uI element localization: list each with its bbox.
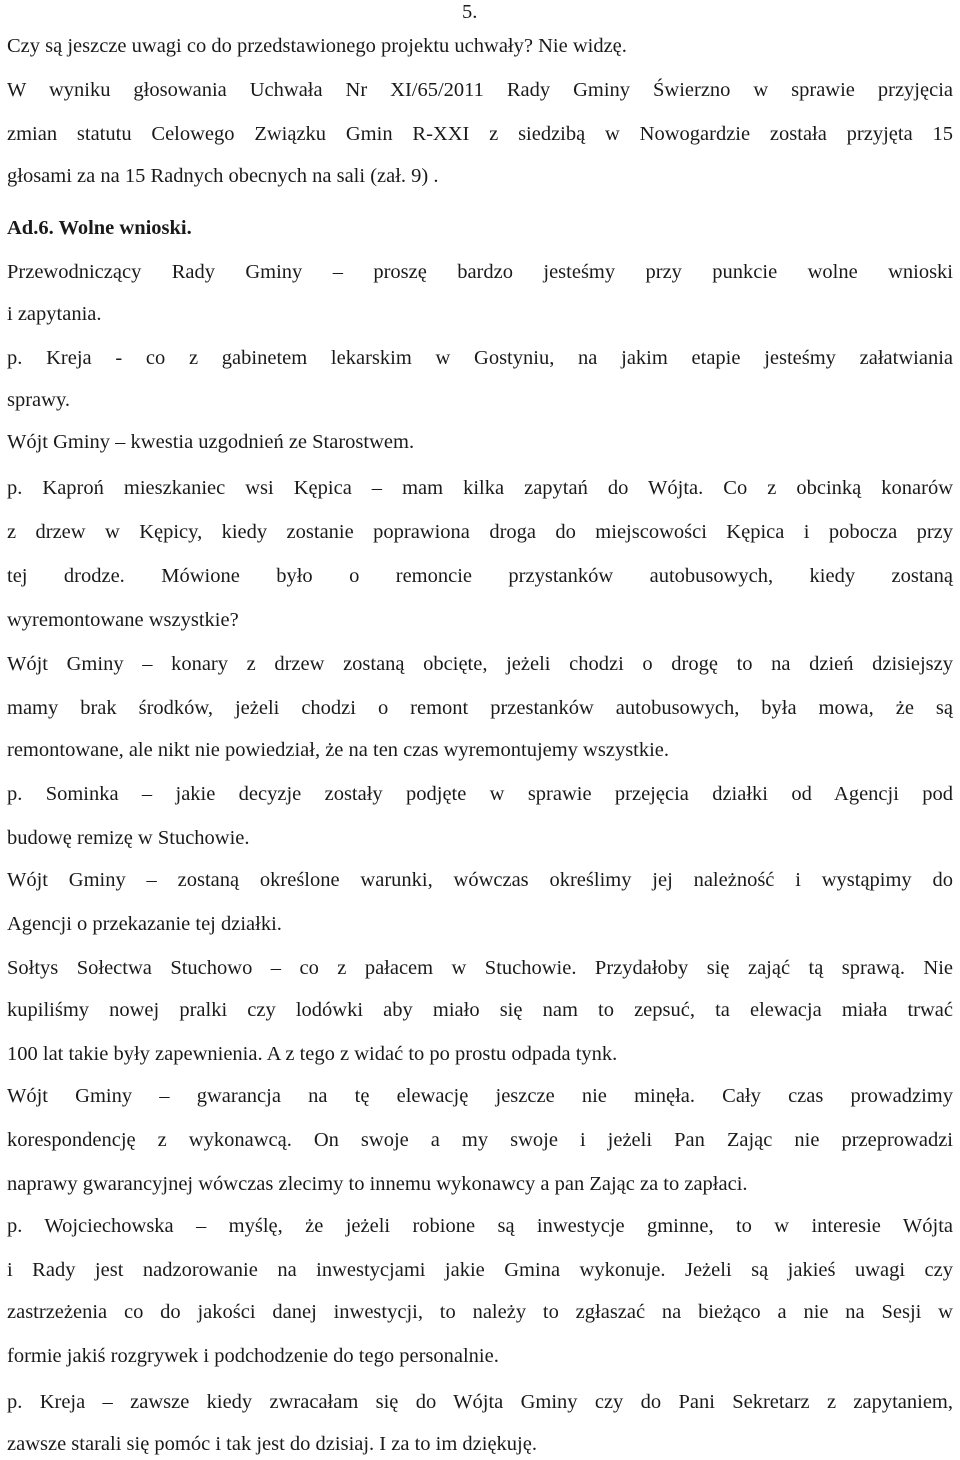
text-line: wyremontowane wszystkie? xyxy=(7,609,239,631)
text-line: Czy są jeszcze uwagi co do przedstawionego projektu uchwały? Nie widzę. xyxy=(7,35,627,57)
text-line: 100 lat takie były zapewnienia. A z tego z widać to po prostu odpada tynk. xyxy=(7,1043,618,1065)
text-line: głosami za na 15 Radnych obecnych na sali (zał. 9) . xyxy=(7,165,439,187)
text-line: zastrzeżenia co do jakości danej inwestycji, to należy to zgłaszać na bieżąco a nie na Sesji w xyxy=(7,1301,953,1323)
text-line: formie jakiś rozgrywek i podchodzenie do tego personalnie. xyxy=(7,1345,499,1367)
text-line: Sołtys Sołectwa Stuchowo – co z pałacem w Stuchowie. Przydałoby się zająć tą sprawą. Nie xyxy=(7,957,953,979)
text-line: p. Sominka – jakie decyzje zostały podjęte w sprawie przejęcia działki od Agencji pod xyxy=(7,783,953,805)
text-line: i Rady jest nadzorowanie na inwestycjami jakie Gmina wykonuje. Jeżeli są jakieś uwagi czy xyxy=(7,1259,953,1281)
text-line: zmian statutu Celowego Związku Gmin R-XXI z siedzibą w Nowogardzie została przyjęta 15 xyxy=(7,123,953,145)
text-line: sprawy. xyxy=(7,389,71,411)
text-line: Wójt Gminy – gwarancja na tę elewację jeszcze nie minęła. Cały czas prowadzimy xyxy=(7,1085,953,1107)
text-line: p. Wojciechowska – myślę, że jeżeli robione są inwestycje gminne, to w interesie Wójta xyxy=(7,1215,953,1237)
text-line: Wójt Gminy – konary z drzew zostaną obcięte, jeżeli chodzi o drogę to na dzień dzisiejszy xyxy=(7,653,953,675)
text-line: p. Kreja - co z gabinetem lekarskim w Gostyniu, na jakim etapie jesteśmy załatwiania xyxy=(7,347,953,369)
text-line: p. Kreja – zawsze kiedy zwracałam się do Wójta Gminy czy do Pani Sekretarz z zapytaniem, xyxy=(7,1391,953,1413)
page-number: 5. xyxy=(462,1,478,23)
text-line: tej drodze. Mówione było o remoncie przystanków autobusowych, kiedy zostaną xyxy=(7,565,953,587)
text-line: kupiliśmy nowej pralki czy lodówki aby miało się nam to zepsuć, ta elewacja miała trwać xyxy=(7,999,953,1021)
text-line: remontowane, ale nikt nie powiedział, że na ten czas wyremontujemy wszystkie. xyxy=(7,739,670,761)
text-line: Przewodniczący Rady Gminy – proszę bardzo jesteśmy przy punkcie wolne wnioski xyxy=(7,261,953,283)
text-line: Agencji o przekazanie tej działki. xyxy=(7,913,282,935)
text-line: korespondencję z wykonawcą. On swoje a my swoje i jeżeli Pan Zając nie przeprowadzi xyxy=(7,1129,953,1151)
text-line: Wójt Gminy – zostaną określone warunki, wówczas określimy jej należność i wystąpimy do xyxy=(7,869,953,891)
text-line: z drzew w Kępicy, kiedy zostanie poprawiona droga do miejscowości Kępica i pobocza przy xyxy=(7,521,953,543)
text-line: naprawy gwarancyjnej wówczas zlecimy to innemu wykonawcy a pan Zając za to zapłaci. xyxy=(7,1173,748,1195)
text-line: W wyniku głosowania Uchwała Nr XI/65/2011 Rady Gminy Świerzno w sprawie przyjęcia xyxy=(7,79,953,101)
text-line: zawsze starali się pomóc i tak jest do dzisiaj. I za to im dziękuję. xyxy=(7,1433,537,1455)
section-heading: Ad.6. Wolne wnioski. xyxy=(7,217,192,239)
text-line: budowę remizę w Stuchowie. xyxy=(7,827,250,849)
text-line: i zapytania. xyxy=(7,303,102,325)
text-line: Wójt Gminy – kwestia uzgodnień ze Starostwem. xyxy=(7,431,415,453)
text-line: mamy brak środków, jeżeli chodzi o remont przestanków autobusowych, była mowa, że są xyxy=(7,697,953,719)
text-line: p. Kaproń mieszkaniec wsi Kępica – mam kilka zapytań do Wójta. Co z obcinką konarów xyxy=(7,477,953,499)
